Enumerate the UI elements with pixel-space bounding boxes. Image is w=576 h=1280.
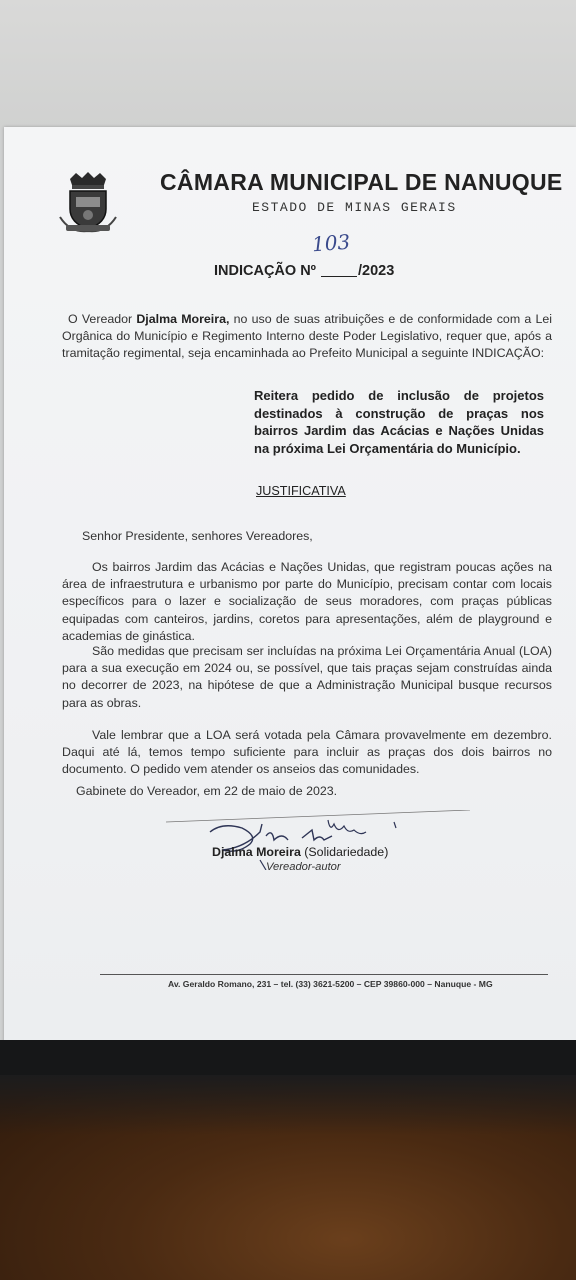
footer-divider [100, 974, 548, 975]
indication-summary: Reitera pedido de inclusão de projetos destinados à construção de praças nos bairros Jardim das Acácias e Nações Unidas na próxima Lei Orçamentária do Município. [254, 388, 544, 456]
municipal-crest-icon [56, 171, 120, 235]
indicacao-heading: INDICAÇÃO Nº /2023 [214, 263, 395, 279]
background-wall [0, 0, 576, 130]
salutation: Senhor Presidente, senhores Vereadores, [82, 529, 313, 543]
intro-paragraph: O Vereador Djalma Moreira, no uso de suas atribuições e de conformidade com a Lei Orgânica do Município e Regimento Interno deste Poder Legislativo, requer que, após a tramitação regimental, seja encaminhada ao Prefeito Municipal a seguinte INDICAÇÃO: [62, 312, 553, 361]
chamber-title: CÂMARA MUNICIPAL DE NANUQUE [160, 169, 563, 195]
signatory-role: Vereador-autor [266, 861, 341, 873]
justification-paragraph-3: Vale lembrar que a LOA será votada pela Câmara provavelmente em dezembro. Daqui até lá, temos tempo suficiente para incluir as praças dos dois bairros no documento. O pedido vem atender os anseios das comunidades. [62, 728, 552, 777]
clipboard-edge [0, 1040, 576, 1075]
justification-title: JUSTIFICATIVA [256, 484, 346, 498]
background-floor [0, 1075, 576, 1280]
date-line: Gabinete do Vereador, em 22 de maio de 2023. [76, 784, 338, 798]
footer-address: Av. Geraldo Romano, 231 – tel. (33) 3621-5200 – CEP 39860-000 – Nanuque - MG [168, 979, 493, 989]
document-page [4, 127, 576, 1042]
justification-paragraph-2: São medidas que precisam ser incluídas na próxima Lei Orçamentária Anual (LOA) para a sua execução em 2024 ou, se possível, que tais praças sejam construídas ainda no decorrer de 2023, na hipótese de que a Administração Municipal busque recursos para as obras. [62, 644, 552, 710]
state-subtitle: ESTADO DE MINAS GERAIS [252, 200, 457, 215]
signatory-name: Djalma Moreira (Solidariedade) [212, 845, 389, 859]
handwritten-number: 103 [311, 229, 351, 257]
justification-paragraph-1: Os bairros Jardim das Acácias e Nações Unidas, que registram poucas ações na área de infraestrutura e urbanismo por parte do Município, precisam contar com locais específicos para o lazer e socialização de seus moradores, com praças públicas equipadas com canteiros, jardins, coretos para apresentações, além de playground e academias de ginástica. [62, 560, 552, 643]
number-blank-line [321, 276, 357, 277]
